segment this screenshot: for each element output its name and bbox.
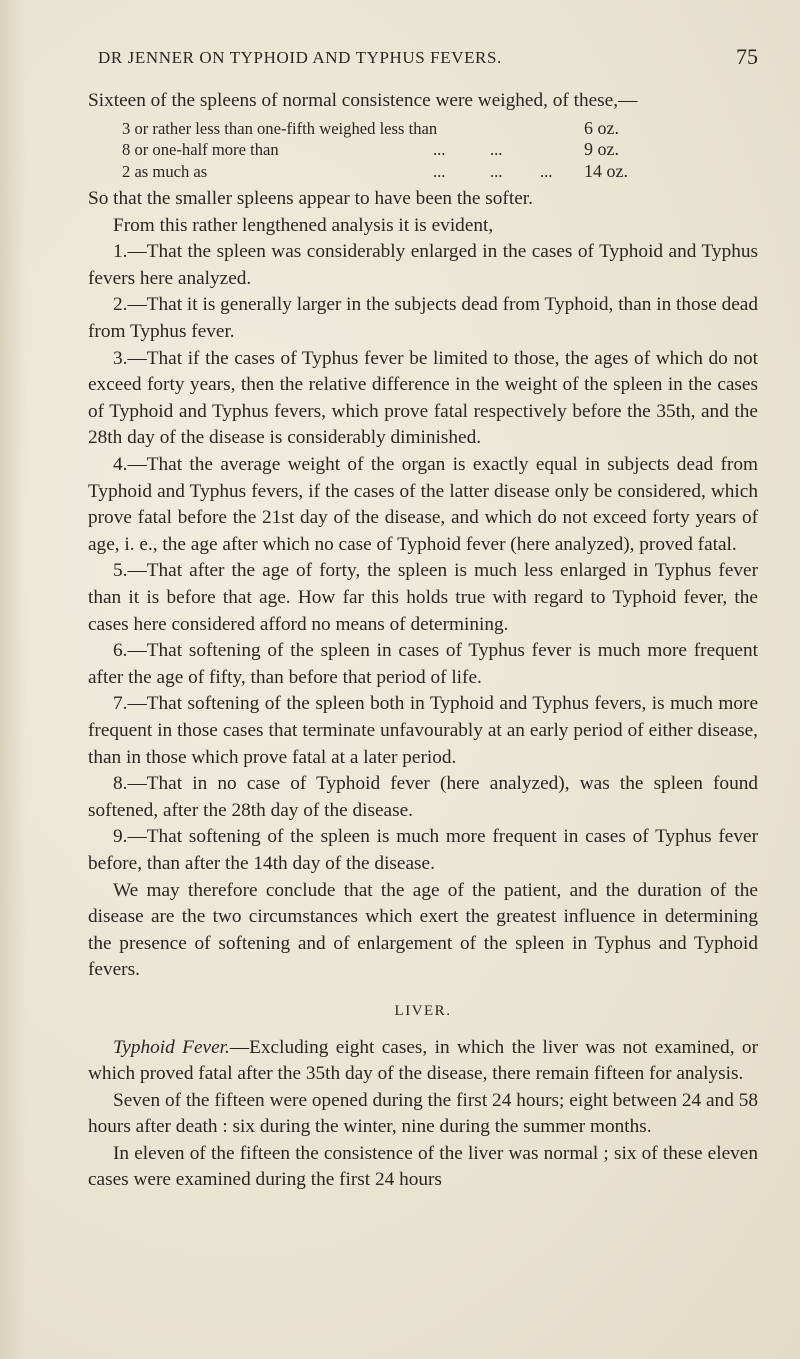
paragraph: So that the smaller spleens appear to have been the softer. [88,188,533,210]
numbered-conclusion: 4.—That the average weight of the organ is exactly equal in subjects dead from Typhoid and Typhus fevers, if the cases of the latter disease only be considered, which prove fatal before the 21st day of the disease, and which do not exceed forty years of age, i. e., the age after which no case of Typhoid fever (here analyzed), proved fatal. [88,454,758,555]
numbered-conclusion: 9.—That softening of the spleen is much more frequent in cases of Typhus fever before, than after the 14th day of the disease. [88,826,758,874]
weights-row-desc: 8 or one-half more than [122,140,279,160]
section-heading-liver: LIVER. [394,1002,452,1019]
body-text [88,88,758,1194]
page-number: 75 [736,44,758,69]
running-title: DR JENNER ON TYPHOID AND TYPHUS FEVERS. [98,48,502,67]
numbered-conclusion: 6.—That softening of the spleen in cases of Typhus fever is much more frequent after the age of fifty, than before that period of life. [88,640,758,688]
weights-row-amount: 14 oz. [584,160,628,181]
weights-row-amount: 6 oz. [584,117,619,138]
leader-dots: ... [490,161,503,181]
paragraph: From this rather lengthened analysis it is evident, [113,214,494,236]
numbered-conclusion: 1.—That the spleen was considerably enlarged in the cases of Typhoid and Typhus fevers here analyzed. [88,241,758,289]
summary-paragraph: We may therefore conclude that the age of the patient, and the duration of the disease are the two circumstances which exert the greatest influence in determining the presence of softening and of enlargement of the spleen in Typhus and Typhoid fevers. [88,879,758,981]
numbered-conclusion: 7.—That softening of the spleen both in Typhoid and Typhus fevers, is much more frequent in those cases that terminate unfavourably at an early period of either disease, than in those which prove fatal at a later period. [88,693,758,768]
weights-row [88,161,758,183]
liver-paragraph: In eleven of the fifteen the consistence of the liver was normal ; six of these eleven cases were examined during the first 24 hours [88,1142,758,1191]
weights-row-amount: 9 oz. [584,139,619,160]
liver-lead-text: —Excluding eight cases, in which the liver was not examined, or which proved fatal after the 35th day of the disease, there remain fifteen for analysis. [88,1036,758,1085]
page-edge-shadow [0,0,26,1359]
numbered-conclusion: 3.—That if the cases of Typhus fever be limited to those, the ages of which do not exceed forty years, then the relative difference in the weight of the spleen in the cases of Typhoid and Typhus fevers, which prove fatal respectively before the 35th, and the 28th day of the disease is considerably diminished. [88,347,758,449]
leader-dots: ... [433,161,446,181]
numbered-conclusion: 5.—That after the age of forty, the spleen is much less enlarged in Typhus fever than it is before that age. How far this holds true with regard to Typhoid fever, the cases here considered afford no means of determining. [88,560,758,635]
leader-dots: ... [540,161,553,181]
numbered-conclusion: 8.—That in no case of Typhoid fever (here analyzed), was the spleen found softened, after the 28th day of the disease. [88,773,758,821]
leader-dots: ... [490,140,503,160]
intro-paragraph: Sixteen of the spleens of normal consistence were weighed, of these,— [88,90,638,111]
leader-dots: ... [433,140,446,160]
liver-paragraph [88,1035,758,1088]
running-head [98,44,758,74]
weights-row-desc: 2 as much as [122,161,208,181]
weights-row [88,118,758,140]
numbered-conclusion: 2.—That it is generally larger in the subjects dead from Typhoid, than in those dead from Typhus fever. [88,294,758,343]
spleen-weights-table [88,118,758,183]
liver-lead-italic: Typhoid Fever. [113,1036,230,1058]
liver-paragraph: Seven of the fifteen were opened during the first 24 hours; eight between 24 and 58 hours after death : six during the winter, nine during the summer months. [88,1089,758,1138]
weights-row [88,139,758,161]
weights-row-desc: 3 or rather less than one-fifth weighed less than [122,118,438,138]
